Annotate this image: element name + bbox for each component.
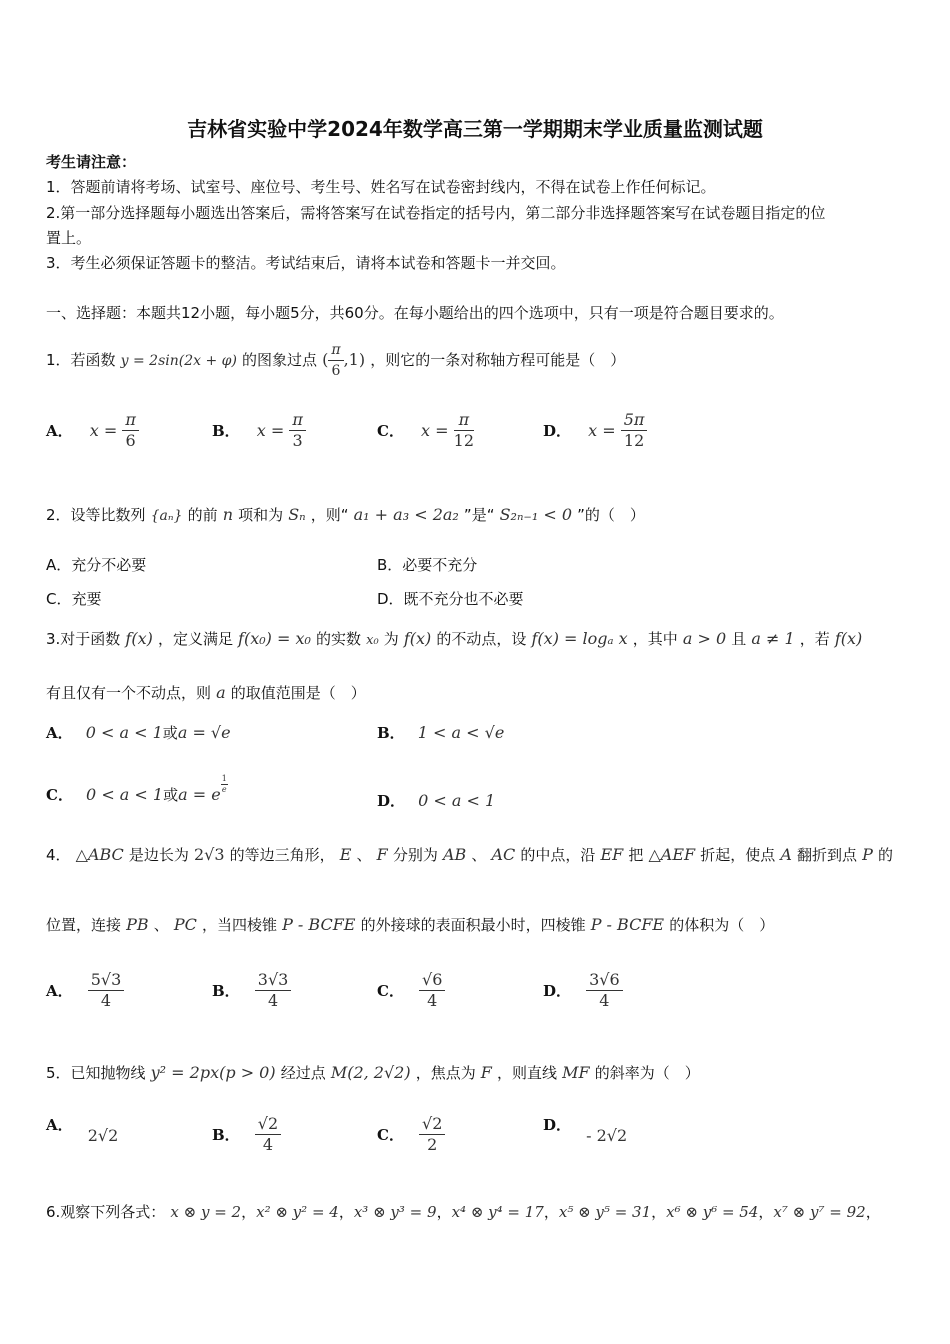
q6-comma: ， [241,1203,257,1221]
question-6 [46,1201,881,1222]
q4-text: 、 [471,846,487,864]
option-expr: 2√2 [87,1126,119,1145]
question-1: 1．若函数 y = 2sin(2x + φ) 的图象过点 ( $\frac{\pi}{6}$ ,1) ，则它的一条对称轴方程可能是（ ） [46,342,626,379]
q5-option-b: B． $\frac{√2}{4}$ [212,1114,281,1155]
option-expr: 1 < a < √e [417,723,505,742]
q4-text: 位置，连接 [46,916,122,934]
option-label: C． [377,982,404,1000]
option-label: A． [46,982,73,1000]
option-label: D． [543,1116,572,1134]
q3-math: f(x) = logₐ x [531,629,628,648]
option-expr: x = [421,421,449,440]
q5-option-a [46,1114,118,1145]
q3-text: 的实数 [316,630,362,648]
q2-sn: Sₙ [288,505,306,524]
q6-equation: x⁴ ⊗ y⁴ = 17 [451,1203,544,1221]
q6-equation: x⁶ ⊗ y⁶ = 54 [666,1203,759,1221]
q4-text: 的体积为（ ） [669,916,775,934]
option-expr: x = [256,421,285,440]
q6-comma: ， [436,1203,452,1221]
q4-text: 翻折到点 [796,846,857,864]
option-label: B． [212,982,240,1000]
q6-equation: x³ ⊗ y³ = 9 [353,1203,437,1221]
q4-math: EF [600,845,624,864]
q4-text: 的中点，沿 [520,846,596,864]
q5-option-c: C． $\frac{√2}{2}$ [377,1114,445,1155]
q3-math: f(x) [834,629,863,648]
q1-option-d: D． x = $\frac{5\pi}{12}$ [543,410,647,451]
q3-math: x₀ [366,633,379,648]
option-expr: - 2√2 [586,1126,628,1145]
option-expr: 0 < a < 1 [85,723,163,742]
q5-text: ，则直线 [497,1064,558,1082]
q5-text: 的斜率为（ ） [594,1064,700,1082]
option-label: B． [212,422,240,440]
question-3 [46,628,862,649]
q4-math: △ABC [75,845,124,864]
page-title: 吉林省实验中学2024年数学高三第一学期期末学业质量监测试题 [187,117,763,141]
q4-text: 的外接球的表面积最小时，四棱锥 [360,916,586,934]
q3-text: 的取值范围是（ ） [230,684,366,702]
q4-math: AB [442,845,467,864]
q1-function: y = 2sin(2x + φ) [120,353,237,369]
q6-comma: ， [758,1203,774,1221]
notice-item: 置上。 [46,229,92,247]
q5-math: MF [562,1063,590,1082]
q2-option-c: C．充要 [46,590,102,608]
q6-equation: x⁵ ⊗ y⁵ = 31 [558,1203,652,1221]
q4-math: F [376,845,388,864]
q1-text: 的图象过点 [242,351,318,369]
section-heading: 一、选择题：本题共12小题，每小题5分，共60分。在每小题给出的四个选项中，只有一项是符合题目要求的。 [46,304,784,322]
option-label: B． [212,1126,240,1144]
q4-math: 2√3 [194,845,225,864]
question-4-line-2 [46,914,774,935]
q2-text: 2．设等比数列 [46,506,146,524]
q2-option-d: D．既不充分也不必要 [377,590,524,608]
q6-comma: ， [543,1203,559,1221]
q5-text: 5．已知抛物线 [46,1064,146,1082]
q3-option-d [377,790,495,811]
q6-equation: x² ⊗ y² = 4 [256,1203,339,1221]
option-expr: 0 < a < 1 [86,785,164,804]
q5-option-d [543,1114,627,1145]
q5-math: M(2, 2√2) [330,1063,411,1082]
q1-option-a: A． x = $\frac{\pi}{6}$ [46,410,139,451]
q3-option-a [46,722,231,743]
q5-math: F [480,1063,492,1082]
q4-option-a: A． $\frac{5√3}{4}$ [46,970,124,1011]
q4-math: △AEF [648,845,696,864]
q1-point-tail: ,1) [343,350,366,369]
q1-option-b: B． x = $\frac{\pi}{3}$ [212,410,306,451]
q5-text: ，焦点为 [415,1064,476,1082]
question-3-line-2 [46,682,366,703]
option-expr: a = e [178,785,221,804]
q6-equation: x⁷ ⊗ y⁷ = 92 [773,1203,866,1221]
q1-text: ，则它的一条对称轴方程可能是（ ） [370,351,626,369]
q2-text: 项和为 [238,506,284,524]
option-label: A． [46,1116,73,1134]
q3-text: ，定义满足 [157,630,233,648]
q4-math: A [780,845,792,864]
q2-text: ”是“ [463,506,495,524]
q6-text: 6.观察下列各式： [46,1203,166,1221]
q3-text: 且 [731,630,747,648]
q4-math: P - BCFE [590,915,665,934]
q3-text: ，其中 [632,630,678,648]
q3-text: ，若 [799,630,830,648]
q3-text: 有且仅有一个不动点，则 [46,684,212,702]
q3-math: f(x) [403,629,432,648]
question-4 [46,844,893,865]
q1-text: 1．若函数 [46,351,116,369]
option-label: C． [46,786,73,804]
q5-math: y² = 2px(p > 0) [150,1063,276,1082]
option-label: A． [46,422,73,440]
option-or: 或 [163,786,179,804]
q4-text: 折起，使点 [700,846,776,864]
q4-math: E [339,845,352,864]
q3-text: 3.对于函数 [46,630,121,648]
option-or: 或 [162,724,178,742]
q4-text: 把 [628,846,644,864]
notice-item: 3．考生必须保证答题卡的整洁。考试结束后，请将本试卷和答题卡一并交回。 [46,254,566,272]
q6-comma: ， [865,1203,881,1221]
option-label: C． [377,1126,404,1144]
option-label: D． [543,422,572,440]
q5-text: 经过点 [280,1064,326,1082]
q3-math: a > 0 [682,629,727,648]
question-2 [46,504,645,525]
option-label: D． [543,982,572,1000]
option-label: C． [377,422,404,440]
q4-math: PC [173,915,197,934]
q2-n: n [222,505,233,524]
q3-option-b [377,722,504,743]
q4-text: 的 [877,846,893,864]
q3-text: 的不动点，设 [436,630,527,648]
notice-item: 1．答题前请将考场、试室号、座位号、考生号、姓名写在试卷密封线内，不得在试卷上作任何标记。 [46,178,716,196]
q2-condition-1: a₁ + a₃ < 2a₂ [353,505,459,524]
option-label: A． [46,724,73,742]
q6-comma: ， [651,1203,667,1221]
option-expr: x = [89,421,118,440]
q1-option-c: C． x = $\frac{\pi}{12}$ [377,410,475,450]
q4-text: 、 [356,846,372,864]
q4-text: 4． [46,846,71,864]
q4-math: P - BCFE [282,915,356,934]
notice-heading: 考生请注意： [46,153,137,171]
q4-text: 的等边三角形， [229,846,335,864]
q4-math: PB [126,915,149,934]
q2-text: 的前 [187,506,218,524]
q4-option-c: C． $\frac{√6}{4}$ [377,970,445,1011]
option-expr: x = [588,421,616,440]
option-expr: a = √e [177,723,231,742]
q3-math: a ≠ 1 [751,629,795,648]
q4-text: 、 [153,916,169,934]
q3-math: a [216,683,226,702]
q6-comma: ， [338,1203,354,1221]
option-expr: 0 < a < 1 [418,791,496,810]
option-label: B． [377,724,405,742]
q2-text: ，则“ [310,506,349,524]
q3-math: f(x) [125,629,153,648]
option-exponent: $\frac{1}{e}$ [221,774,227,794]
q4-text: 分别为 [392,846,438,864]
q2-sequence: {aₙ} [150,508,183,524]
notice-item: 2.第一部分选择题每小题选出答案后，需将答案写在试卷指定的括号内，第二部分非选择题答案写在试卷题目指定的位 [46,204,826,222]
q2-option-a: A．充分不必要 [46,556,147,574]
q6-equation: x ⊗ y = 2 [170,1203,242,1221]
option-label: D． [377,792,406,810]
q3-text: 为 [383,630,399,648]
q2-condition-2: S₂ₙ₋₁ < 0 [499,505,573,524]
q4-math: AC [491,845,516,864]
q4-option-b: B． $\frac{3√3}{4}$ [212,970,291,1011]
question-5 [46,1062,700,1083]
q2-text: ”的（ ） [577,506,645,524]
q1-point-fraction: $\frac{\pi}{6}$ [328,340,343,381]
q4-text: 是边长为 [128,846,189,864]
q4-option-d: D． $\frac{3√6}{4}$ [543,970,623,1011]
q4-text: ，当四棱锥 [201,916,277,934]
q3-option-c [46,774,228,805]
q3-math: f(x₀) = x₀ [238,629,311,648]
q2-option-b: B．必要不充分 [377,556,478,574]
q4-math: P [862,845,873,864]
